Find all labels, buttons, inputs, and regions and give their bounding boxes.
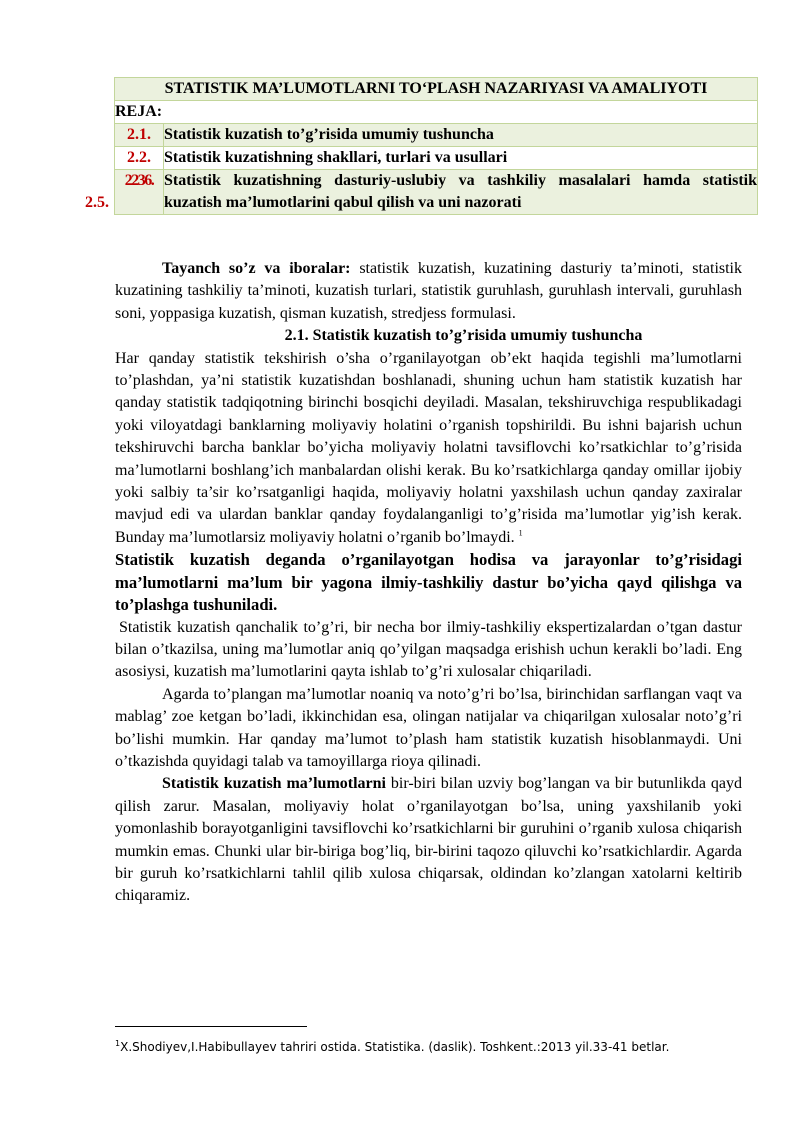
keywords-label: Tayanch so’z va iboralar: (162, 260, 351, 277)
keywords-paragraph (115, 258, 742, 325)
paragraph-3: Agarda to’plangan ma’lumotlar noaniq va noto’g’ri bo’lsa, birinchidan sarflangan vaqt va mablag’ zoe ketgan bo’ladi, ikkinchidan esa, olingan natijalar va chiqarilgan xulosalar noto’g’ri bo’lishi mumkin. Har qanday ma’lumot to’plash ham statistik kuzatish hisoblanmaydi. Uni o’tkazishda quyidagi talab va tamoyillarga rioya qilinadi. (115, 685, 742, 770)
definition-paragraph: Statistik kuzatish deganda o’rganilayotgan hodisa va jarayonlar to’g’risidagi ma’lumotlarni ma’lum bir yagona ilmiy-tashkiliy dastur bo’yicha qayd qilishga va to’plashga tushuniladi. (115, 550, 742, 615)
plan-item-number: 2.1. (115, 124, 164, 147)
paragraph-4 (115, 773, 742, 907)
plan-item-text: Statistik kuzatishning shakllari, turlari va usullari (164, 147, 758, 170)
footnote-mark: 1 (115, 1039, 121, 1048)
footnote-reference: 1 (518, 528, 523, 538)
body-text (115, 258, 742, 908)
plan-item (115, 124, 758, 147)
plan-label: REJA: (115, 101, 758, 124)
paragraph-4-text: bir-biri bilan uzviy bog’langan va bir butunlikda qayd qilish zarur. Masalan, moliyaviy holat o’rganilayotgan bo’lsa, uning yaxshilanib yoki yomonlashib borayotganligini tavsiflovchi ko’rsatkichlarni bir guruhini o’rganib xulosa chiqarish mumkin emas. Chunki ular bir-biriga bog’liq, bir-birini taqozo qiluvchi ko’rsatkichlardir. Agarda bir guruh ko’rsatkichlarni tahlil qilib xulosa chiqarsak, oldindan ko’zlangan xatolarni keltirib chiqaramiz. (115, 775, 742, 905)
plan-item-number: 2.2. (115, 147, 164, 170)
paragraph-1-text: Har qanday statistik tekshirish o’sha o’rganilayotgan ob’ekt haqida tegishli ma’lumotlarni to’plashdan, ya’ni statistik kuzatishdan boshlanadi, shuning uchun ham statistik kuzatish har qanday statistik tadqiqotning birinchi bosqichi deyiladi. Masalan, tekshiruvchiga respublikadagi yoki viloyatdagi banklarning moliyaviy holatini o’rganish topshirildi. Bu ishni bajarish uchun tekshiruvchi barcha banklar bo’yicha moliyaviy holatni tavsiflovchi ko’rsatkichlar to’g’risida ma’lumotlarni boshlang’ich manbalardan olishi kerak. Bu ko’rsatkichlarga qanday omillar ijobiy yoki salbiy ta’sir ko’rsatganligi haqida, moliyaviy holatni yaxshilash uchun qanday zaxiralar mavjud edi va ulardan banklar qanday foydalanganligi to’g’risida ma’lumotlar yig’ish kerak. Bunday ma’lumotlarsiz moliyaviy holatni o’rganib bo’lmaydi. (115, 349, 742, 546)
plan-table (114, 77, 758, 215)
footnote (115, 1036, 755, 1055)
list-number-overflow: 2.5. (85, 194, 109, 211)
plan-item-number: 2236. (115, 170, 164, 215)
chapter-title: STATISTIK MA’LUMOTLARNI TO‘PLASH NAZARIYASI VA AMALIYOTI (115, 78, 758, 101)
plan-item-text: Statistik kuzatishning dasturiy-uslubiy va tashkiliy masalalari hamda statistik kuzatish ma’lumotlarini qabul qilish va uni nazorati (164, 170, 758, 215)
plan-item-text: Statistik kuzatish to’g’risida umumiy tushuncha (164, 124, 758, 147)
plan-item (115, 170, 758, 215)
paragraph-2: Statistik kuzatish qanchalik to’g’ri, bir necha bor ilmiy-tashkiliy ekspertizalardan o’tgan dastur bilan o’tkazilsa, uning ma’lumotlar aniq qo’yilgan maqsadga erishish uchun kerakli bo’ladi. Eng asosiysi, kuzatish ma’lumotlarini qayta ishlab to’g’ri xulosalar chiqariladi. (115, 618, 742, 681)
footnote-text: X.Shodiyev,I.Habibullayev tahriri ostida. Statistika. (daslik). Toshkent.:2013 yil.33-41 betlar. (120, 1040, 670, 1054)
paragraph-1 (115, 348, 742, 550)
plan-item (115, 147, 758, 170)
footnote-divider (115, 1026, 307, 1027)
paragraph-4-bold: Statistik kuzatish ma’lumotlarni (162, 775, 387, 793)
keywords-text: statistik kuzatish, kuzatining dasturiy ta’minoti, statistik kuzatining tashkiliy ta’minoti, kuzatish turlari, statistik guruhlash, guruhlash intervali, guruhlash soni, yoppasiga kuzatish, qisman kuzatish, stredjess formulasi. (115, 260, 743, 322)
section-heading: 2.1. Statistik kuzatish to’g’risida umumiy tushuncha (284, 327, 643, 345)
